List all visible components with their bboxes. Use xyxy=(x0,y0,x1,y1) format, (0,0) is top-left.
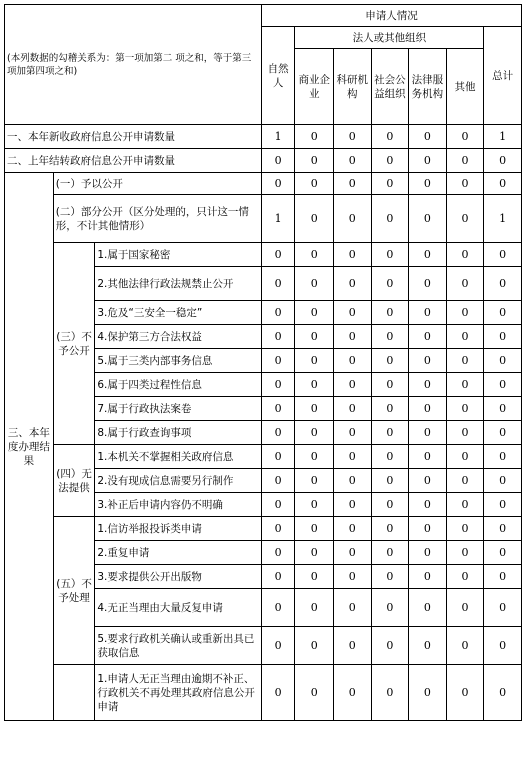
row-label: 5.要求行政机关确认或重新出具已获取信息 xyxy=(95,627,262,665)
cell: 0 xyxy=(295,349,334,373)
cell: 0 xyxy=(484,589,522,627)
cell: 0 xyxy=(334,517,372,541)
cell: 0 xyxy=(295,421,334,445)
cell: 0 xyxy=(261,541,295,565)
cell: 0 xyxy=(371,517,409,541)
table-row xyxy=(5,665,522,721)
row-label: 一、本年新收政府信息公开申请数量 xyxy=(5,125,262,149)
cell: 0 xyxy=(484,665,522,721)
cell: 0 xyxy=(261,173,295,195)
table-row xyxy=(5,517,522,541)
row-label: 3.要求提供公开出版物 xyxy=(95,565,262,589)
cell: 0 xyxy=(261,325,295,349)
table-row xyxy=(5,445,522,469)
cell: 0 xyxy=(371,397,409,421)
disclosure-stats-table xyxy=(4,4,522,721)
row-label: 4.无正当理由大量反复申请 xyxy=(95,589,262,627)
cell: 0 xyxy=(334,445,372,469)
cell: 0 xyxy=(261,469,295,493)
cell: 0 xyxy=(295,267,334,301)
cell: 0 xyxy=(446,325,484,349)
cell: 0 xyxy=(334,173,372,195)
cell: 0 xyxy=(371,173,409,195)
cell: 0 xyxy=(446,349,484,373)
row-label: 3.危及“三安全一稳定” xyxy=(95,301,262,325)
row-label: 4.保护第三方合法权益 xyxy=(95,325,262,349)
table-row xyxy=(5,125,522,149)
cell: 0 xyxy=(484,627,522,665)
cell: 0 xyxy=(446,493,484,517)
cell: 0 xyxy=(446,301,484,325)
cell: 0 xyxy=(446,565,484,589)
cell: 0 xyxy=(334,325,372,349)
row-label: 2.重复申请 xyxy=(95,541,262,565)
cell: 0 xyxy=(446,173,484,195)
cell: 0 xyxy=(371,565,409,589)
group-label: (三）不予公开 xyxy=(53,243,95,445)
cell: 0 xyxy=(446,149,484,173)
cell: 0 xyxy=(261,267,295,301)
cell: 0 xyxy=(409,565,447,589)
cell: 0 xyxy=(484,373,522,397)
cell: 0 xyxy=(484,325,522,349)
cell: 0 xyxy=(484,149,522,173)
cell: 0 xyxy=(261,493,295,517)
row-label: 1.申请人无正当理由逾期不补正、行政机关不再处理其政府信息公开申请 xyxy=(95,665,262,721)
row-label: 3.补正后申请内容仍不明确 xyxy=(95,493,262,517)
cell: 0 xyxy=(261,149,295,173)
col-other: 其他 xyxy=(446,49,484,125)
group-label: (五）不予处理 xyxy=(53,517,95,665)
cell: 0 xyxy=(484,349,522,373)
cell: 0 xyxy=(371,373,409,397)
cell: 0 xyxy=(295,149,334,173)
cell: 1 xyxy=(484,195,522,243)
cell: 0 xyxy=(295,373,334,397)
cell: 0 xyxy=(409,149,447,173)
cell: 0 xyxy=(371,445,409,469)
col-public-welfare: 社会公益组织 xyxy=(371,49,409,125)
row-label: (二）部分公开（区分处理的，只计这一情形，不计其他情形） xyxy=(53,195,261,243)
cell: 0 xyxy=(409,349,447,373)
cell: 0 xyxy=(409,517,447,541)
cell: 0 xyxy=(446,541,484,565)
cell: 0 xyxy=(409,493,447,517)
row-label: 1.本机关不掌握相关政府信息 xyxy=(95,445,262,469)
col-legal-service: 法律服务机构 xyxy=(409,49,447,125)
cell: 0 xyxy=(334,373,372,397)
cell: 0 xyxy=(334,469,372,493)
cell: 0 xyxy=(484,541,522,565)
cell: 0 xyxy=(334,627,372,665)
cell: 0 xyxy=(261,589,295,627)
cell: 0 xyxy=(295,445,334,469)
cell: 0 xyxy=(484,421,522,445)
cell: 0 xyxy=(409,397,447,421)
cell: 0 xyxy=(261,301,295,325)
cell: 0 xyxy=(295,125,334,149)
cell: 0 xyxy=(334,665,372,721)
row-label: 2.没有现成信息需要另行制作 xyxy=(95,469,262,493)
row-label: 1.信访举报投诉类申请 xyxy=(95,517,262,541)
cell: 0 xyxy=(261,665,295,721)
cell: 0 xyxy=(484,517,522,541)
row-label: 6.属于四类过程性信息 xyxy=(95,373,262,397)
cell: 0 xyxy=(295,493,334,517)
cell: 0 xyxy=(409,301,447,325)
row-label: (一）予以公开 xyxy=(53,173,261,195)
cell: 1 xyxy=(484,125,522,149)
cell: 0 xyxy=(295,243,334,267)
cell: 0 xyxy=(334,397,372,421)
cell: 0 xyxy=(371,493,409,517)
cell: 0 xyxy=(371,267,409,301)
cell: 0 xyxy=(261,243,295,267)
cell: 0 xyxy=(409,373,447,397)
cell: 0 xyxy=(484,301,522,325)
cell: 0 xyxy=(295,173,334,195)
cell: 0 xyxy=(484,445,522,469)
cell: 0 xyxy=(295,397,334,421)
cell: 0 xyxy=(409,421,447,445)
cell: 0 xyxy=(261,565,295,589)
cell: 0 xyxy=(484,565,522,589)
cell: 0 xyxy=(484,469,522,493)
cell: 0 xyxy=(334,565,372,589)
cell: 0 xyxy=(409,665,447,721)
cell: 0 xyxy=(484,267,522,301)
cell: 0 xyxy=(334,301,372,325)
table-row xyxy=(5,243,522,267)
row-label: 7.属于行政执法案卷 xyxy=(95,397,262,421)
cell: 0 xyxy=(409,589,447,627)
cell: 0 xyxy=(334,541,372,565)
cell: 0 xyxy=(295,665,334,721)
cell: 0 xyxy=(371,125,409,149)
cell: 0 xyxy=(295,325,334,349)
row-label: 8.属于行政查询事项 xyxy=(95,421,262,445)
cell: 0 xyxy=(446,469,484,493)
col-business: 商业企业 xyxy=(295,49,334,125)
cell: 0 xyxy=(371,301,409,325)
cell: 0 xyxy=(334,421,372,445)
section3-label: 三、本年度办理结果 xyxy=(5,173,54,721)
cell: 0 xyxy=(295,627,334,665)
cell: 0 xyxy=(446,195,484,243)
cell: 0 xyxy=(446,125,484,149)
applicant-info-header: 申请人情况 xyxy=(261,5,521,27)
cell: 0 xyxy=(446,267,484,301)
cell: 0 xyxy=(334,267,372,301)
cell: 0 xyxy=(409,267,447,301)
cell: 0 xyxy=(371,665,409,721)
cell: 0 xyxy=(371,541,409,565)
row-label: 5.属于三类内部事务信息 xyxy=(95,349,262,373)
cell: 0 xyxy=(446,397,484,421)
empty-group-cell xyxy=(53,665,95,721)
cell: 0 xyxy=(371,325,409,349)
cell: 0 xyxy=(261,397,295,421)
cell: 0 xyxy=(446,665,484,721)
cell: 0 xyxy=(446,627,484,665)
cell: 0 xyxy=(295,195,334,243)
cell: 0 xyxy=(371,421,409,445)
cell: 0 xyxy=(409,173,447,195)
col-research: 科研机构 xyxy=(334,49,372,125)
cell: 0 xyxy=(409,243,447,267)
cell: 0 xyxy=(371,469,409,493)
cell: 0 xyxy=(446,445,484,469)
cell: 0 xyxy=(295,469,334,493)
cell: 0 xyxy=(334,589,372,627)
cell: 0 xyxy=(261,421,295,445)
cell: 0 xyxy=(334,349,372,373)
cell: 0 xyxy=(334,195,372,243)
table-row xyxy=(5,195,522,243)
cell: 0 xyxy=(409,627,447,665)
cell: 0 xyxy=(334,125,372,149)
row-label: 二、上年结转政府信息公开申请数量 xyxy=(5,149,262,173)
cell: 0 xyxy=(371,627,409,665)
legal-person-group-header: 法人或其他组织 xyxy=(295,27,484,49)
cell: 0 xyxy=(295,301,334,325)
cell: 0 xyxy=(295,589,334,627)
row-label: 2.其他法律行政法规禁止公开 xyxy=(95,267,262,301)
cell: 0 xyxy=(409,541,447,565)
cell: 0 xyxy=(371,195,409,243)
cell: 0 xyxy=(446,589,484,627)
cell: 1 xyxy=(261,195,295,243)
cell: 0 xyxy=(484,243,522,267)
cell: 0 xyxy=(446,421,484,445)
col-natural-person: 自然人 xyxy=(261,27,295,125)
cell: 0 xyxy=(334,243,372,267)
cell: 0 xyxy=(484,397,522,421)
cell: 0 xyxy=(371,349,409,373)
header-note: (本列数据的勾稽关系为：第一项加第二 项之和，等于第三项加第四项之和) xyxy=(5,5,262,125)
cell: 0 xyxy=(261,627,295,665)
group-label: (四）无法提供 xyxy=(53,445,95,517)
cell: 0 xyxy=(261,349,295,373)
cell: 0 xyxy=(261,517,295,541)
col-total: 总计 xyxy=(484,27,522,125)
cell: 0 xyxy=(409,195,447,243)
cell: 0 xyxy=(446,517,484,541)
cell: 0 xyxy=(371,243,409,267)
cell: 0 xyxy=(446,243,484,267)
cell: 0 xyxy=(409,445,447,469)
cell: 0 xyxy=(371,149,409,173)
cell: 1 xyxy=(261,125,295,149)
cell: 0 xyxy=(295,565,334,589)
cell: 0 xyxy=(409,469,447,493)
cell: 0 xyxy=(295,517,334,541)
cell: 0 xyxy=(261,373,295,397)
cell: 0 xyxy=(334,493,372,517)
table-row xyxy=(5,149,522,173)
cell: 0 xyxy=(484,493,522,517)
cell: 0 xyxy=(334,149,372,173)
cell: 0 xyxy=(409,325,447,349)
cell: 0 xyxy=(295,541,334,565)
cell: 0 xyxy=(484,173,522,195)
cell: 0 xyxy=(446,373,484,397)
cell: 0 xyxy=(261,445,295,469)
cell: 0 xyxy=(371,589,409,627)
row-label: 1.属于国家秘密 xyxy=(95,243,262,267)
cell: 0 xyxy=(409,125,447,149)
table-row xyxy=(5,173,522,195)
